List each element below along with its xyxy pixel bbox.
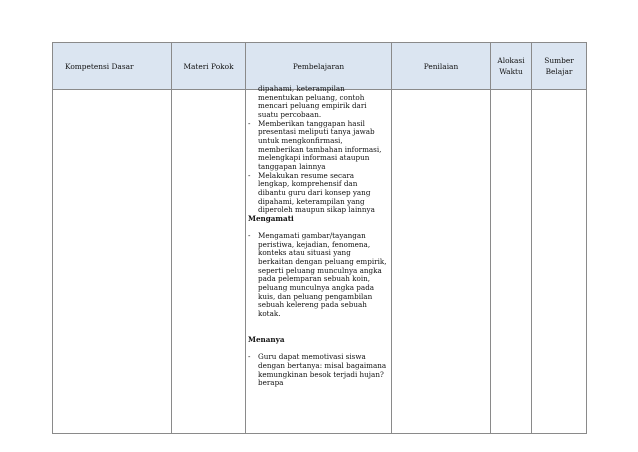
header-alokasi-waktu bbox=[491, 43, 532, 90]
cell-penilaian bbox=[392, 90, 491, 434]
heading-menanya: Menanya bbox=[248, 334, 285, 344]
bullet-text-mengamati: Mengamati gambar/tayangan peristiwa, kejadian, fenomena, konteks atau situasi yang berkaitan dengan peluang empirik, seperti peluang munculnya angka pada pelemparan sebuah koin, peluang munculnya angka pada kuis, dan peluang pengambilan sebuah kelereng pada sebuah kotak. bbox=[258, 231, 387, 318]
cell-sumber-belajar bbox=[532, 90, 587, 434]
cell-kompetensi-dasar bbox=[53, 90, 172, 434]
header-sumber-line-1: Sumber bbox=[544, 56, 574, 65]
header-alokasi-line-1: Alokasi bbox=[497, 56, 525, 65]
bullet-text-menanya: Guru dapat memotivasi siswa dengan bertanya: misal bagaimana kemungkinan besok terjadi hujan? berapa bbox=[258, 352, 387, 388]
header-penilaian: Penilaian bbox=[392, 43, 491, 90]
continued-line-1: dipahami, keterampilan bbox=[258, 84, 345, 93]
continued-line-2: menentukan peluang, contoh bbox=[258, 92, 365, 102]
bullet-marker: - bbox=[248, 170, 251, 180]
continued-line-3: mencari peluang empirik dari bbox=[258, 101, 367, 111]
header-sumber-line-2: Belajar bbox=[545, 67, 573, 76]
table-header-row bbox=[53, 43, 587, 90]
header-alokasi-line-2: Waktu bbox=[499, 67, 523, 76]
continued-line-4: suatu percobaan. bbox=[258, 109, 322, 119]
header-pembelajaran: Pembelajaran bbox=[246, 43, 392, 90]
rpp-table bbox=[52, 42, 587, 434]
cell-pembelajaran bbox=[246, 84, 392, 434]
header-kompetensi-dasar: Kompetensi Dasar bbox=[53, 43, 172, 90]
bullet-marker: - bbox=[248, 231, 251, 241]
list-item bbox=[248, 172, 387, 215]
cell-alokasi-waktu bbox=[491, 90, 532, 434]
continued-item bbox=[248, 85, 387, 120]
pembelajaran-content bbox=[246, 85, 391, 388]
bullet-marker: - bbox=[248, 352, 251, 362]
header-sumber-belajar bbox=[532, 43, 587, 90]
bullet-text-resume: Melakukan resume secara lengkap, komprehensif dan dibantu guru dari konsep yang dipahami, keterampilan yang diperoleh maupun sikap lainnya bbox=[258, 170, 375, 215]
bullet-marker: - bbox=[248, 118, 251, 128]
list-item bbox=[248, 232, 387, 319]
header-materi-pokok: Materi Pokok bbox=[172, 43, 246, 90]
list-item bbox=[248, 120, 387, 172]
heading-mengamati: Mengamati bbox=[248, 213, 294, 223]
table-row bbox=[53, 90, 587, 434]
bullet-text-tanggapan: Memberikan tanggapan hasil presentasi meliputi tanya jawab untuk mengkonfirmasi, memberikan tambahan informasi, melengkapi informasi ataupun tanggapan lainnya bbox=[258, 118, 382, 171]
list-item bbox=[248, 353, 387, 388]
cell-materi-pokok bbox=[172, 90, 246, 434]
